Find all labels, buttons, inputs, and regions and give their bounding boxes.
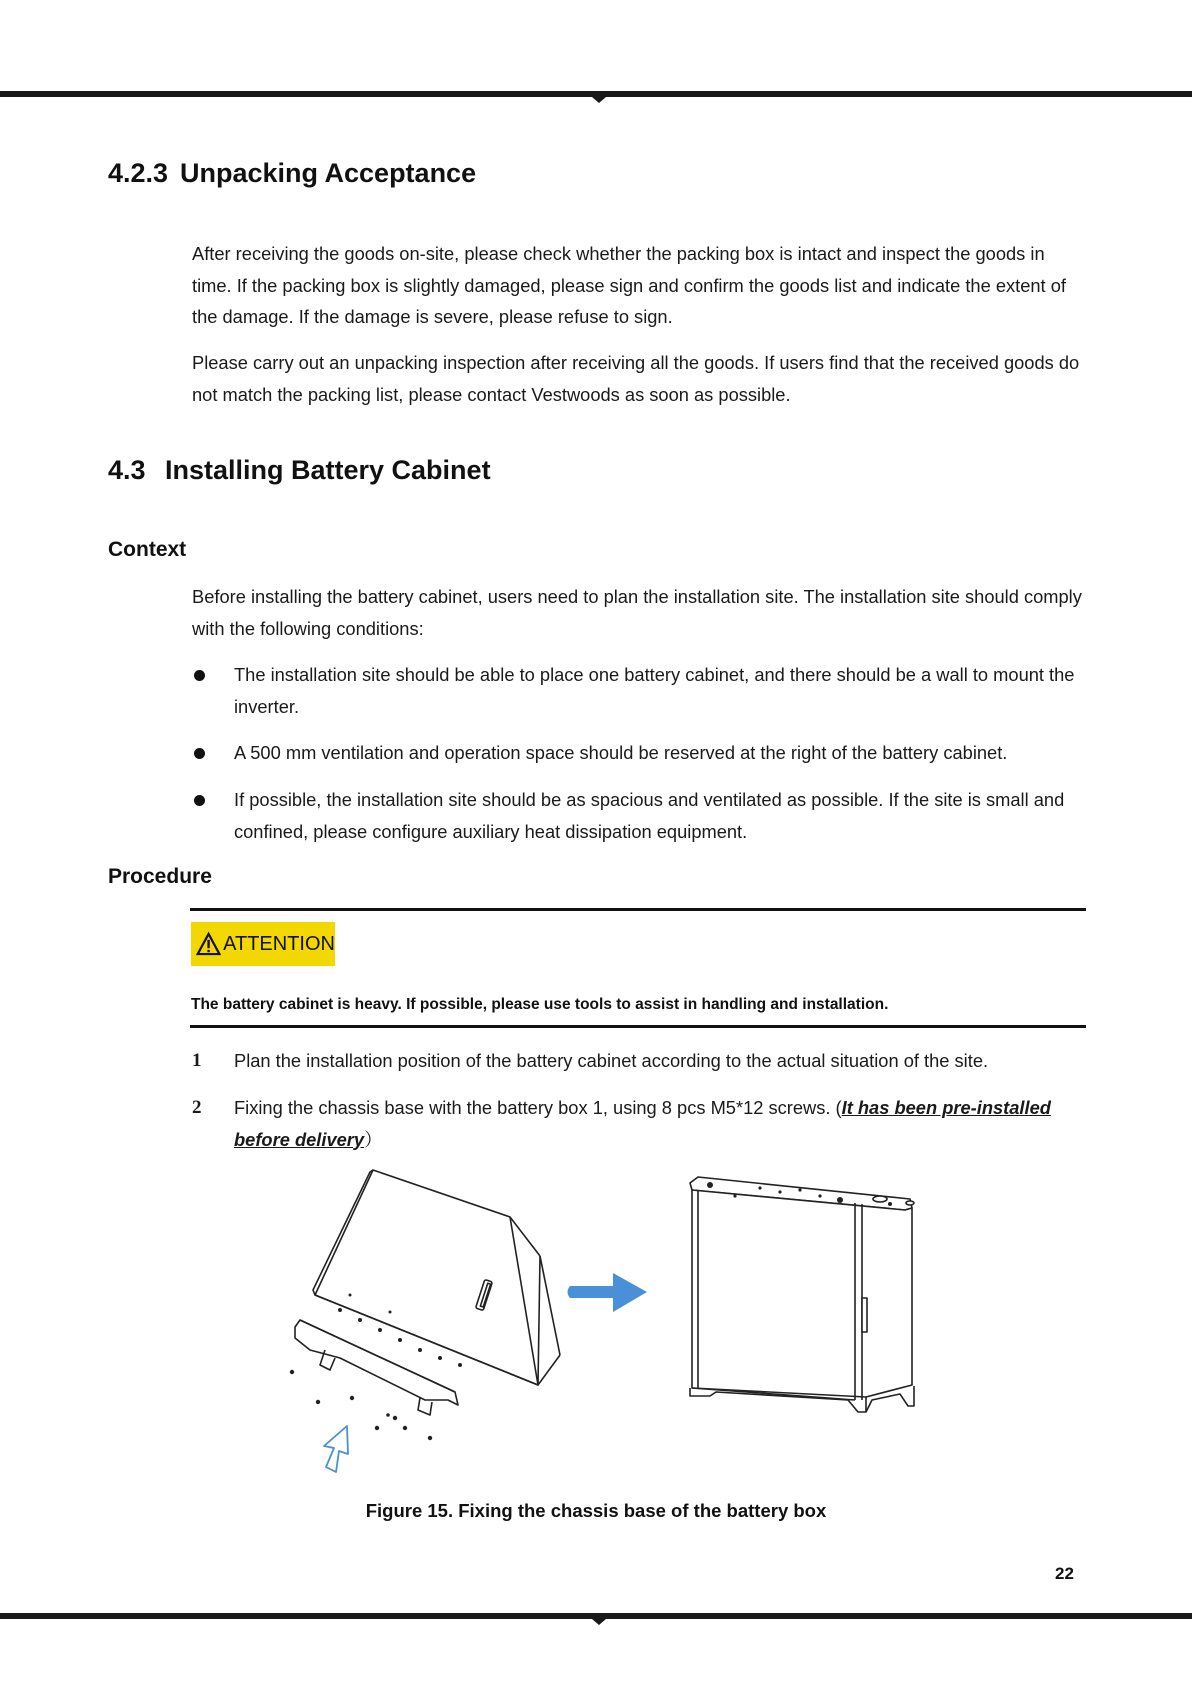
attention-top-rule — [190, 908, 1086, 911]
section-number: 4.2.3 — [108, 158, 169, 188]
section-number: 4.3 — [108, 455, 146, 485]
step-number: 1 — [192, 1050, 202, 1071]
attention-badge — [191, 922, 335, 966]
step-number: 2 — [192, 1097, 202, 1118]
bullet-dot-icon — [194, 670, 205, 681]
attention-bottom-rule — [190, 1025, 1086, 1028]
attention-label: ATTENTION — [223, 932, 335, 955]
section-title: Unpacking Acceptance — [180, 158, 477, 188]
bullet-item — [192, 784, 1082, 847]
section-heading-4-2-3 — [108, 158, 476, 189]
bullet-item — [192, 659, 1082, 722]
section-title: Installing Battery Cabinet — [165, 455, 491, 485]
bullet-dot-icon — [194, 748, 205, 759]
unpacking-paragraph-1: After receiving the goods on-site, please check whether the packing box is intact and inspect the goods in time. If the packing box is slightly damaged, please sign and confirm the goods list and indicate the extent of the damage. If the damage is severe, please refuse to sign. — [192, 243, 1066, 327]
attention-text: The battery cabinet is heavy. If possible, please use tools to assist in handling and installation. — [191, 996, 889, 1013]
unpacking-paragraph-2: Please carry out an unpacking inspection after receiving all the goods. If users find that the received goods do not match the packing list, please contact Vestwoods as soon as possible. — [192, 352, 1080, 405]
context-intro: Before installing the battery cabinet, users need to plan the installation site. The installation site should comply with the following conditions: — [192, 586, 1082, 639]
page-number: 22 — [1055, 1564, 1074, 1583]
header-rule-notch — [592, 97, 606, 103]
chassis-base-figure — [280, 1160, 920, 1480]
procedure-step — [192, 1092, 1092, 1155]
procedure-step — [192, 1045, 1092, 1077]
procedure-heading: Procedure — [108, 865, 212, 888]
bullet-text: If possible, the installation site should be as spacious and ventilated as possible. If the site is small and confined, please configure auxiliary heat dissipation equipment. — [234, 789, 1065, 842]
bullet-text: The installation site should be able to place one battery cabinet, and there should be a wall to mount the inverter. — [234, 664, 1075, 717]
step-text: Fixing the chassis base with the battery box 1, using 8 pcs M5*12 screws. ( — [234, 1097, 842, 1118]
bullet-dot-icon — [194, 795, 205, 806]
footer-rule-notch — [592, 1619, 606, 1625]
step-note: It has been pre-installed before delivery — [234, 1097, 1051, 1150]
section-heading-4-3 — [108, 455, 491, 486]
insert-direction-arrow-icon — [324, 1426, 348, 1472]
context-heading: Context — [108, 538, 187, 561]
bullet-item — [192, 737, 1082, 769]
figure-caption: Figure 15. Fixing the chassis base of the battery box — [365, 1500, 827, 1521]
right-arrow-icon — [568, 1273, 648, 1312]
step-text: Plan the installation position of the battery cabinet according to the actual situation of the site. — [234, 1050, 989, 1071]
warning-triangle-icon — [196, 930, 221, 958]
step-note-close: ） — [364, 1128, 383, 1150]
assembled-battery-box — [690, 1177, 914, 1412]
bullet-text: A 500 mm ventilation and operation space should be reserved at the right of the battery cabinet. — [234, 742, 1008, 763]
